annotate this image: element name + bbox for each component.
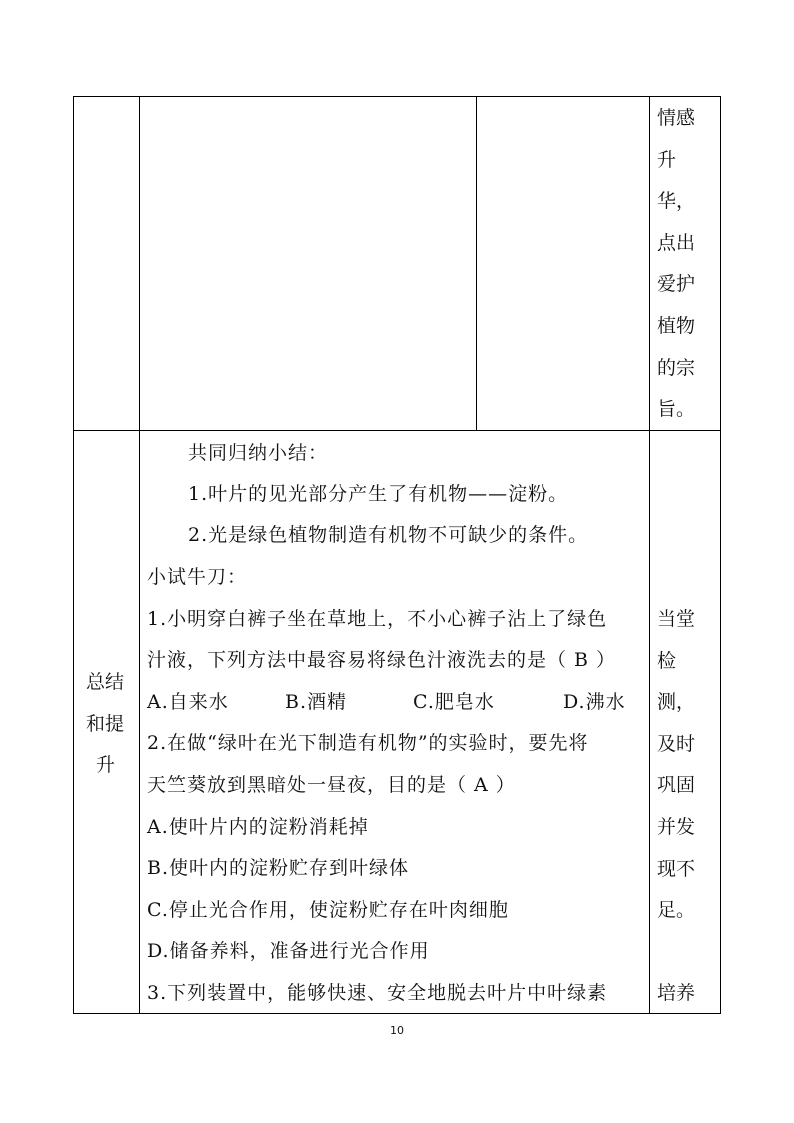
table-border-top <box>73 96 721 97</box>
table-border-right <box>720 96 721 1014</box>
row2-label-line: 和提 <box>86 712 125 735</box>
row2-right-line: 现不 <box>657 857 696 880</box>
summary-heading: 共同归纳小结： <box>188 442 329 464</box>
row2-right-line: 当堂 <box>657 608 696 630</box>
row1-right-line: 点出 <box>657 231 696 254</box>
question-3-line-1: 3.下列装置中，能够快速、安全地脱去叶片中叶绿素 <box>147 982 608 1004</box>
row2-right-line: 足。 <box>657 899 696 922</box>
page-number: 10 <box>390 1024 404 1037</box>
table-col-divider-3 <box>649 96 650 1014</box>
row2-right-column-cont: 培养 <box>657 982 696 1004</box>
row1-right-line: 华， <box>657 190 696 213</box>
row2-right-line: 测， <box>657 691 696 714</box>
question-2-option-a: A.使叶片内的淀粉消耗掉 <box>147 816 369 838</box>
table-col-divider-2 <box>476 96 477 431</box>
row2-label-line: 总结 <box>86 671 125 693</box>
row1-right-line: 升 <box>657 148 677 171</box>
summary-point-2: 2.光是绿色植物制造有机物不可缺少的条件。 <box>188 524 589 546</box>
row2-right-line: 巩固 <box>657 774 696 797</box>
question-1-option-d: D.沸水 <box>563 691 626 713</box>
question-2-option-c: C.停止光合作用，使淀粉贮存在叶肉细胞 <box>147 899 509 921</box>
question-2-line-1: 2.在做“绿叶在光下制造有机物”的实验时，要先将 <box>147 732 589 754</box>
row1-right-line: 的宗 <box>657 356 696 379</box>
question-2-line-2: 天竺葵放到黑暗处一昼夜，目的是（ A ） <box>147 774 516 796</box>
question-1-option-c: C.肥皂水 <box>413 691 495 713</box>
row2-right-line: 并发 <box>657 815 696 838</box>
row1-right-line: 植物 <box>657 314 696 337</box>
table-border-left <box>73 96 74 1014</box>
row2-left-label <box>86 662 124 787</box>
quiz-heading: 小试牛刀： <box>147 566 248 588</box>
question-2-option-d: D.储备养料，准备进行光合作用 <box>147 940 430 962</box>
row1-right-column <box>657 98 695 431</box>
row1-right-line: 旨。 <box>657 398 696 421</box>
question-1-option-a: A.自来水 <box>147 691 229 713</box>
row2-label-line: 升 <box>96 754 116 777</box>
row1-right-line: 爱护 <box>657 273 696 296</box>
row2-right-line: 及时 <box>657 732 696 755</box>
table-row-divider <box>73 430 721 431</box>
question-1-line-2: 汁液，下列方法中最容易将绿色汁液洗去的是（ B ） <box>147 649 617 671</box>
table-col-divider-1 <box>139 96 140 1014</box>
row2-right-column <box>657 599 695 932</box>
question-1-option-b: B.酒精 <box>285 691 348 713</box>
row1-right-line: 情感 <box>657 107 696 129</box>
question-2-option-b: B.使叶内的淀粉贮存到叶绿体 <box>147 857 410 879</box>
row2-right-line: 检 <box>657 649 677 672</box>
summary-point-1: 1.叶片的见光部分产生了有机物——淀粉。 <box>188 483 569 505</box>
question-1-line-1: 1.小明穿白裤子坐在草地上，不小心裤子沾上了绿色 <box>147 608 608 630</box>
